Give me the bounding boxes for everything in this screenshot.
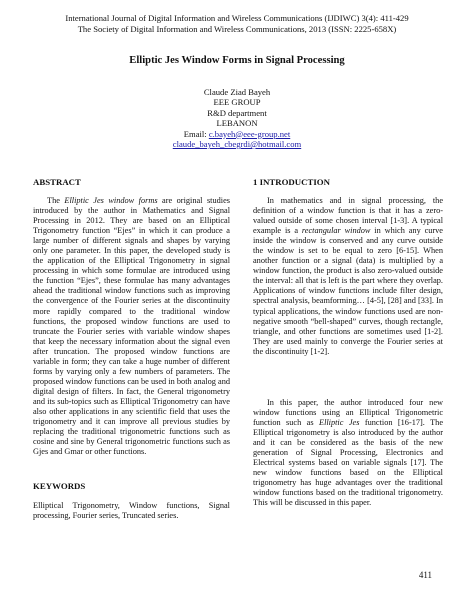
society-header: The Society of Digital Information and Wireless Communications, 2013 (ISSN: 2225-658X) [77, 24, 397, 34]
abstract-emphasis: Elliptic Jes window forms [64, 196, 158, 205]
keywords-heading: KEYWORDS [33, 481, 86, 491]
email-label: Email: [183, 128, 209, 139]
intro-emphasis-1: rectangular window [301, 226, 371, 236]
keywords-text: Elliptical Trigonometry, Window functions, Signal processing, Fourier series, Truncated series. [33, 501, 230, 521]
author-block [0, 87, 474, 149]
author-group: EEE GROUP [213, 97, 261, 108]
intro-paragraph-2: In this paper, the author introduced four new window functions using an Elliptical Trigonometric function such as Elliptic Jes function [16-17]. The Elliptical trigonometry is also introduced by the author and it can be considered as the basis of the new generation of Signal Processing, Electronics and Electrical systems based on variable signals [17]. The new window functions based on the Elliptical trigonometry has huge advantages over the traditional window functions based on the traditional trigonometry. This will be discussed in this paper. [253, 398, 444, 508]
author-country: LEBANON [216, 118, 258, 129]
intro-body [253, 196, 443, 357]
author-dept: R&D department [207, 107, 267, 118]
abstract-heading: ABSTRACT [33, 177, 81, 187]
intro-heading: 1 INTRODUCTION [253, 177, 330, 187]
email-link-2[interactable]: claude_bayeh_cbegrdi@hotmail.com [172, 139, 302, 150]
intro-emphasis-2: Elliptic Jes [319, 418, 360, 428]
author-name: Claude Ziad Bayeh [203, 87, 271, 97]
intro-paragraph-1: In mathematics and in signal processing, the definition of a window function is that it has a zero-valued outside of some chosen interval [1-3]. A typical example is a rectangular window in which any curve inside the window is conserved and any curve outside the window is set to be equal to zero [6-15]. When another function or a signal (data) is multiplied by a window function, the product is also zero-valued outside the interval: all that is left is the part where they overlap. Applications of window functions include filter design, spectral analysis, beamforming… [4-5], [28] and [33]. In typical applications, the window functions used are non-negative smooth “bell-shaped” curves, though rectangle, triangle, and other functions are sometimes used [1-2]. They are used mainly to converge the Fourier series at the discontinuity [1-2]. [253, 196, 443, 356]
journal-header: International Journal of Digital Information and Wireless Communications (IJDIWC) 3(4): 411-429 [65, 13, 409, 23]
author-email-line [0, 129, 474, 139]
author-email-line-2 [0, 139, 474, 149]
paper-title: Elliptic Jes Window Forms in Signal Processing [129, 55, 345, 66]
page-number: 411 [418, 570, 432, 580]
abstract-body [33, 196, 230, 457]
email-link-1[interactable]: c.bayeh@eee-group.net [208, 128, 291, 139]
abstract-paragraph: The Elliptic Jes window forms are original studies introduced by the author in Mathematics and Signal Processing in 2012. They are based on an Elliptical Trigonometry function “Ejes” in which it can produce a large number of different signals and shapes by varying only one parameter. In this paper, the developed study is the application of the Elliptical Trigonometry in signal processing in which some formulae are introduced using the function “Ejes”, these formulae has many advantages ahead the traditional window functions such as improving the convergence of the Fourier series at the discontinuity more rapidly compared to the traditional window functions, the proposed window functions are used to truncate the Fourier series with variable window shapes that keep the necessary information about the signal even after truncation. The proposed window functions are variable in form; they can take a huge number of different forms by varying only a few numbers of parameters. The proposed window functions can be used in both analog and digital design of filters. In fact, the General trigonometry and its sub-topics such as Elliptical Trigonometry can have also other applications in any scientific field that uses the trigonometry and it can improve all previous studies by replacing the traditional trigonometric functions such as cosine and sine by General trigonometric functions such as Gjes and Gmar or other functions. [33, 196, 230, 457]
keywords-body [33, 501, 230, 521]
intro-body-2 [253, 398, 443, 509]
